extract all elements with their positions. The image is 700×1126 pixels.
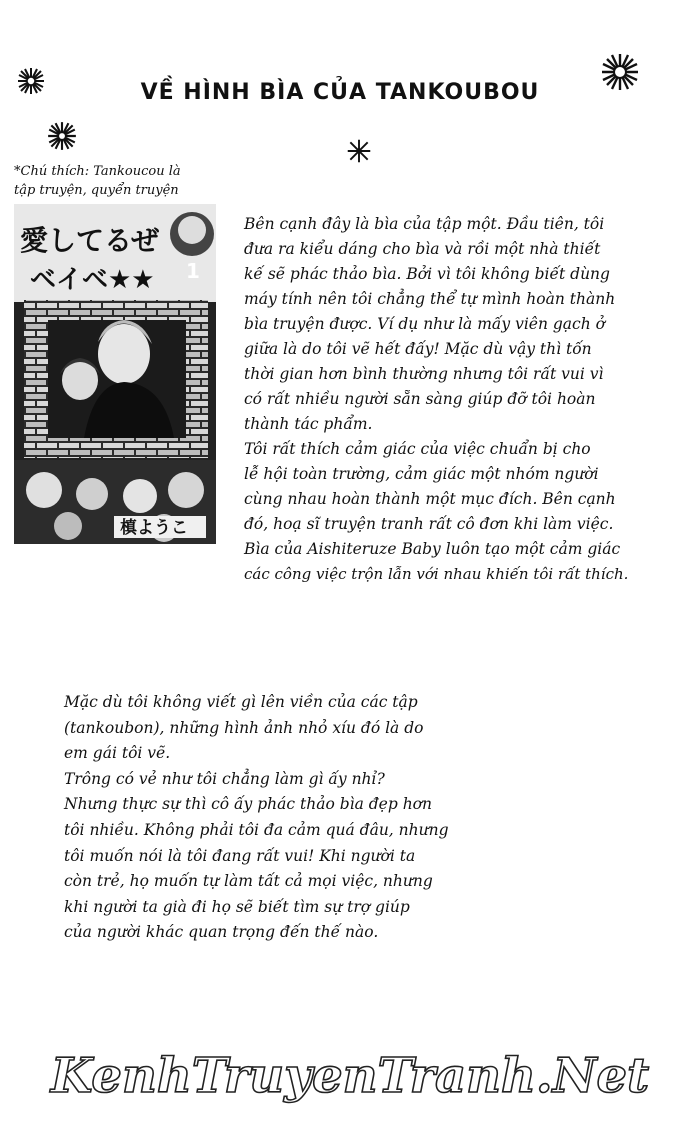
paragraph-cover-description bbox=[244, 212, 694, 587]
star-icon bbox=[346, 138, 372, 164]
text-line: bìa truyện được. Ví dụ như là mấy viên gạch ở bbox=[244, 315, 605, 333]
text-line: có rất nhiều người sẵn sàng giúp đỡ tôi hoàn bbox=[244, 390, 596, 408]
watermark: KenhTruyenTranh.Net bbox=[50, 1048, 650, 1104]
footnote bbox=[14, 162, 229, 200]
text-line: em gái tôi vẽ. bbox=[64, 744, 171, 763]
footnote-line: tập truyện, quyển truyện bbox=[14, 183, 179, 198]
cover-image bbox=[14, 204, 216, 544]
text-line: thời gian hơn bình thường nhưng tôi rất vui vì bbox=[244, 365, 604, 383]
cover-volume-number: 1 bbox=[186, 259, 200, 283]
text-line: lễ hội toàn trường, cảm giác một nhóm người bbox=[244, 465, 599, 483]
text-line: tôi muốn nói là tôi đang rất vui! Khi người ta bbox=[64, 846, 416, 865]
text-line: Mặc dù tôi không viết gì lên viền của các tập bbox=[64, 693, 418, 711]
text-line: còn trẻ, họ muốn tự làm tất cả mọi việc, nhưng bbox=[64, 872, 433, 891]
paragraph-sister-note bbox=[64, 690, 504, 946]
text-line: đưa ra kiểu dáng cho bìa và rồi một nhà thiết bbox=[244, 240, 601, 258]
text-line: thành tác phẩm. bbox=[244, 415, 373, 433]
star-icon bbox=[16, 66, 46, 96]
text-line: Tôi rất thích cảm giác của việc chuẩn bị cho bbox=[244, 440, 591, 458]
page-title: VỀ HÌNH BÌA CỦA TANKOUBOU bbox=[140, 80, 540, 105]
text-line: các công việc trộn lẫn với nhau khiến tôi rất thích. bbox=[244, 565, 629, 583]
text-line: (tankoubon), những hình ảnh nhỏ xíu đó là do bbox=[64, 718, 424, 737]
text-line: máy tính nên tôi chẳng thể tự mình hoàn thành bbox=[244, 290, 616, 308]
text-line: Trông có vẻ như tôi chẳng làm gì ấy nhỉ? bbox=[64, 769, 385, 788]
cover-author: 槙ようこ bbox=[120, 518, 188, 538]
text-line: kế sẽ phác thảo bìa. Bởi vì tôi không biết dùng bbox=[244, 265, 610, 283]
text-line: đó, hoạ sĩ truyện tranh rất cô đơn khi làm việc. bbox=[244, 515, 614, 533]
cover-title: 愛してるぜ bbox=[20, 224, 160, 257]
cover-illustration bbox=[14, 204, 216, 544]
text-line: giữa là do tôi vẽ hết đấy! Mặc dù vậy thì tốn bbox=[244, 340, 592, 358]
text-line: Bên cạnh đây là bìa của tập một. Đầu tiên, tôi bbox=[244, 215, 605, 233]
text-line: Nhưng thực sự thì cô ấy phác thảo bìa đẹp hơn bbox=[64, 795, 432, 814]
cover-title-line2: ベイベ★★ bbox=[30, 265, 155, 295]
text-line: tôi nhiều. Không phải tôi đa cảm quá đâu, nhưng bbox=[64, 820, 449, 839]
footnote-line: *Chú thích: Tankoucou là bbox=[14, 164, 181, 179]
text-line: khi người ta già đi họ sẽ biết tìm sự trợ giúp bbox=[64, 897, 410, 916]
text-line: của người khác quan trọng đến thế nào. bbox=[64, 923, 379, 942]
text-line: cùng nhau hoàn thành một mục đích. Bên cạnh bbox=[244, 490, 616, 508]
star-icon bbox=[600, 52, 640, 92]
text-line: Bìa của Aishiteruze Baby luôn tạo một cảm giác bbox=[244, 540, 621, 558]
star-icon bbox=[46, 120, 78, 152]
